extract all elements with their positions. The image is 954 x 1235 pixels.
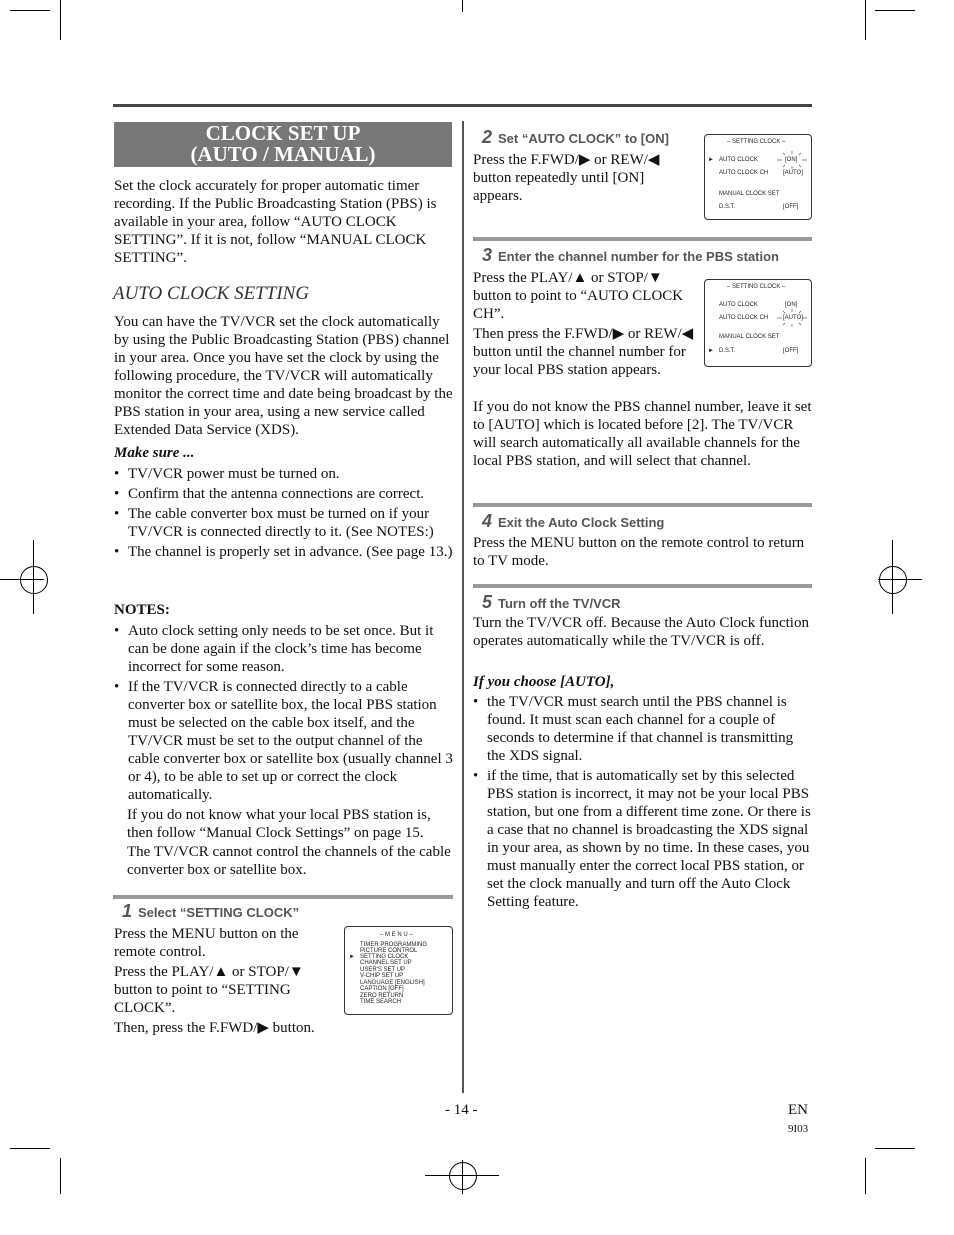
step-title: Turn off the TV/VCR (498, 596, 621, 611)
step3-text-3: If you do not know the PBS channel number, leave it set to [AUTO] which is located before [2]. The TV/VCR will search automatically all available channels for the local PBS station, and will select that channel. (473, 399, 812, 469)
screen-value: [AUTO] (783, 315, 803, 321)
step2-heading (482, 128, 669, 148)
top-rule (113, 104, 812, 107)
registration-mark (449, 1162, 477, 1190)
step-rule (473, 503, 812, 507)
menu-item: V-CHIP SET UP (360, 973, 404, 979)
intro-text: Set the clock accurately for proper automatic timer recording. If the Public Broadcasting Station (PBS) is available in your area, follow “AUTO CLOCK SETTING”. If it is not, follow “MANUAL CLOCK SETTING”. (114, 178, 437, 266)
menu-item: PICTURE CONTROL (360, 948, 418, 954)
list-item: • The channel is properly set in advance. (See page 13.) (114, 543, 454, 561)
crop-mark (865, 0, 866, 40)
blink-icon (775, 151, 809, 169)
step1-text-2: Press the PLAY/▲ or STOP/▼ button to point to “SETTING CLOCK”. (114, 964, 304, 1016)
list-item: • If the TV/VCR is connected directly to a cable converter box or satellite box, the local PBS station must be selected on the cable box itself, and the TV/VCR must be set to the output channel of the cable converter box or satellite box (usually channel 3 or 4), to be able to set up or correct the clock automatically. (114, 678, 454, 804)
notes-extra-2: The TV/VCR cannot control the channels of the cable converter box or satellite box. (127, 844, 451, 878)
step3-text-2: Then press the F.FWD/▶ or REW/◀ button until the channel number for your local PBS station appears. (473, 326, 694, 378)
menu-item: USER'S SET UP (360, 967, 406, 973)
menu-item: TIMER PROGRAMMING (360, 942, 427, 948)
crop-mark (10, 1148, 50, 1149)
make-sure-label: Make sure ... (114, 445, 195, 461)
screen-label: MANUAL CLOCK SET (719, 191, 780, 197)
notes-heading: NOTES: (114, 602, 170, 618)
menu-item: CHANNEL SET UP (360, 960, 412, 966)
screen-title: – SETTING CLOCK – (727, 139, 786, 145)
step1-heading (122, 902, 299, 922)
screen-title: – SETTING CLOCK – (727, 284, 786, 290)
if-auto-label: If you choose [AUTO], (473, 674, 615, 690)
list-item: • the TV/VCR must search until the PBS channel is found. It must scan each channel for a couple of seconds to determine if that channel is transmitting the XDS signal. (473, 693, 813, 765)
step4-heading (482, 512, 664, 532)
page-title (114, 122, 452, 167)
step5-text: Turn the TV/VCR off. Because the Auto Clock function operates automatically while the TV/VCR is off. (473, 615, 809, 649)
make-sure-list (114, 465, 454, 563)
screen-value: [AUTO] (783, 170, 803, 176)
column-divider (462, 121, 464, 1093)
step5-heading (482, 593, 621, 613)
list-item: • The cable converter box must be turned on if your TV/VCR is connected directly to it. (See NOTES:) (114, 505, 454, 541)
auto-clock-heading: AUTO CLOCK SETTING (113, 283, 310, 304)
menu-item: SETTING CLOCK (360, 954, 409, 960)
screen-label: MANUAL CLOCK SET (719, 334, 780, 340)
screen-value: [OFF] (783, 204, 799, 210)
crop-mark (875, 1148, 915, 1149)
step2-text: Press the F.FWD/▶ or REW/◀ button repeatedly until [ON] appears. (473, 152, 660, 204)
step-title: Exit the Auto Clock Setting (498, 515, 665, 530)
registration-mark (879, 566, 907, 594)
registration-mark (20, 566, 48, 594)
screen-label: AUTO CLOCK (719, 157, 758, 163)
step-number: 4 (482, 511, 493, 531)
if-auto-list (473, 693, 813, 913)
step-title: Select “SETTING CLOCK” (138, 905, 300, 920)
cursor-icon: ► (708, 348, 714, 354)
screen-value: [ON] (785, 302, 798, 308)
step3-text-1: Press the PLAY/▲ or STOP/▼ button to point to “AUTO CLOCK CH”. (473, 270, 684, 322)
step-number: 2 (482, 127, 493, 147)
auto-clock-body: You can have the TV/VCR set the clock automatically by using the Public Broadcasting Station (PBS) channel in your area. Once you have set the clock by using the following procedure, the TV/VCR will automatically monitor the correct time and date being broadcast by the PBS station in your area, using a new service called Extended Data Service (XDS). (114, 314, 453, 438)
crop-mark (60, 1158, 61, 1194)
language-label: EN (788, 1102, 808, 1118)
step4-text: Press the MENU button on the remote control to return to TV mode. (473, 535, 805, 569)
setting-clock-screen (704, 134, 812, 220)
menu-item: ZERO RETURN (360, 993, 404, 999)
menu-item: CAPTION [OFF] (360, 986, 404, 992)
screen-title: – M E N U – (380, 932, 413, 938)
notes-extra-1: If you do not know what your local PBS station is, then follow “Manual Clock Settings” on page 15. (127, 807, 431, 841)
screen-label: D.S.T. (719, 348, 736, 354)
menu-item: LANGUAGE [ENGLISH] (360, 980, 425, 986)
screen-value: [OFF] (783, 348, 799, 354)
screen-label: AUTO CLOCK (719, 302, 758, 308)
page-number: - 14 - (445, 1102, 478, 1118)
screen-label: AUTO CLOCK CH (719, 315, 769, 321)
list-item: • if the time, that is automatically set by this selected PBS station is incorrect, it may not be your local PBS station, but one from a different time zone. Or there is a case that no channel is broadcasting the XDS signal in your area, as shown by no time. In these cases, you must manually enter the correct local PBS station, or set the clock manually and turn off the Auto Clock Setting feature. (473, 767, 813, 911)
menu-screen (344, 926, 453, 1015)
list-item: • Auto clock setting only needs to be set once. But it can be done again if the clock’s time has become incorrect for some reason. (114, 622, 454, 676)
document-code: 9I03 (788, 1123, 809, 1135)
screen-label: AUTO CLOCK CH (719, 170, 769, 176)
step-number: 3 (482, 245, 493, 265)
crop-mark (10, 10, 50, 11)
blink-icon (775, 309, 809, 327)
step-number: 1 (122, 901, 133, 921)
step1-text-3: Then, press the F.FWD/▶ button. (114, 1020, 315, 1036)
step3-heading (482, 246, 779, 266)
page-title-line1: CLOCK SET UP (205, 121, 361, 145)
setting-clock-screen (704, 279, 812, 367)
step1-text-1: Press the MENU button on the remote control. (114, 926, 299, 960)
crop-mark (462, 0, 463, 12)
screen-value: [ON] (785, 157, 798, 163)
step-title: Set “AUTO CLOCK” to [ON] (498, 131, 669, 146)
list-item: • TV/VCR power must be turned on. (114, 465, 454, 483)
notes-list (114, 622, 454, 806)
step-rule (473, 237, 812, 241)
step-rule (473, 584, 812, 588)
step-title: Enter the channel number for the PBS station (498, 249, 779, 264)
list-item: • Confirm that the antenna connections are correct. (114, 485, 454, 503)
crop-mark (865, 1158, 866, 1194)
cursor-icon: ► (349, 954, 355, 960)
step-rule (113, 895, 453, 899)
crop-mark (60, 0, 61, 40)
menu-item: TIME SEARCH (360, 999, 402, 1005)
cursor-icon: ► (708, 157, 714, 163)
step-number: 5 (482, 592, 493, 612)
screen-label: D.S.T. (719, 204, 736, 210)
crop-mark (875, 10, 915, 11)
page-title-line2: (AUTO / MANUAL) (190, 142, 376, 166)
